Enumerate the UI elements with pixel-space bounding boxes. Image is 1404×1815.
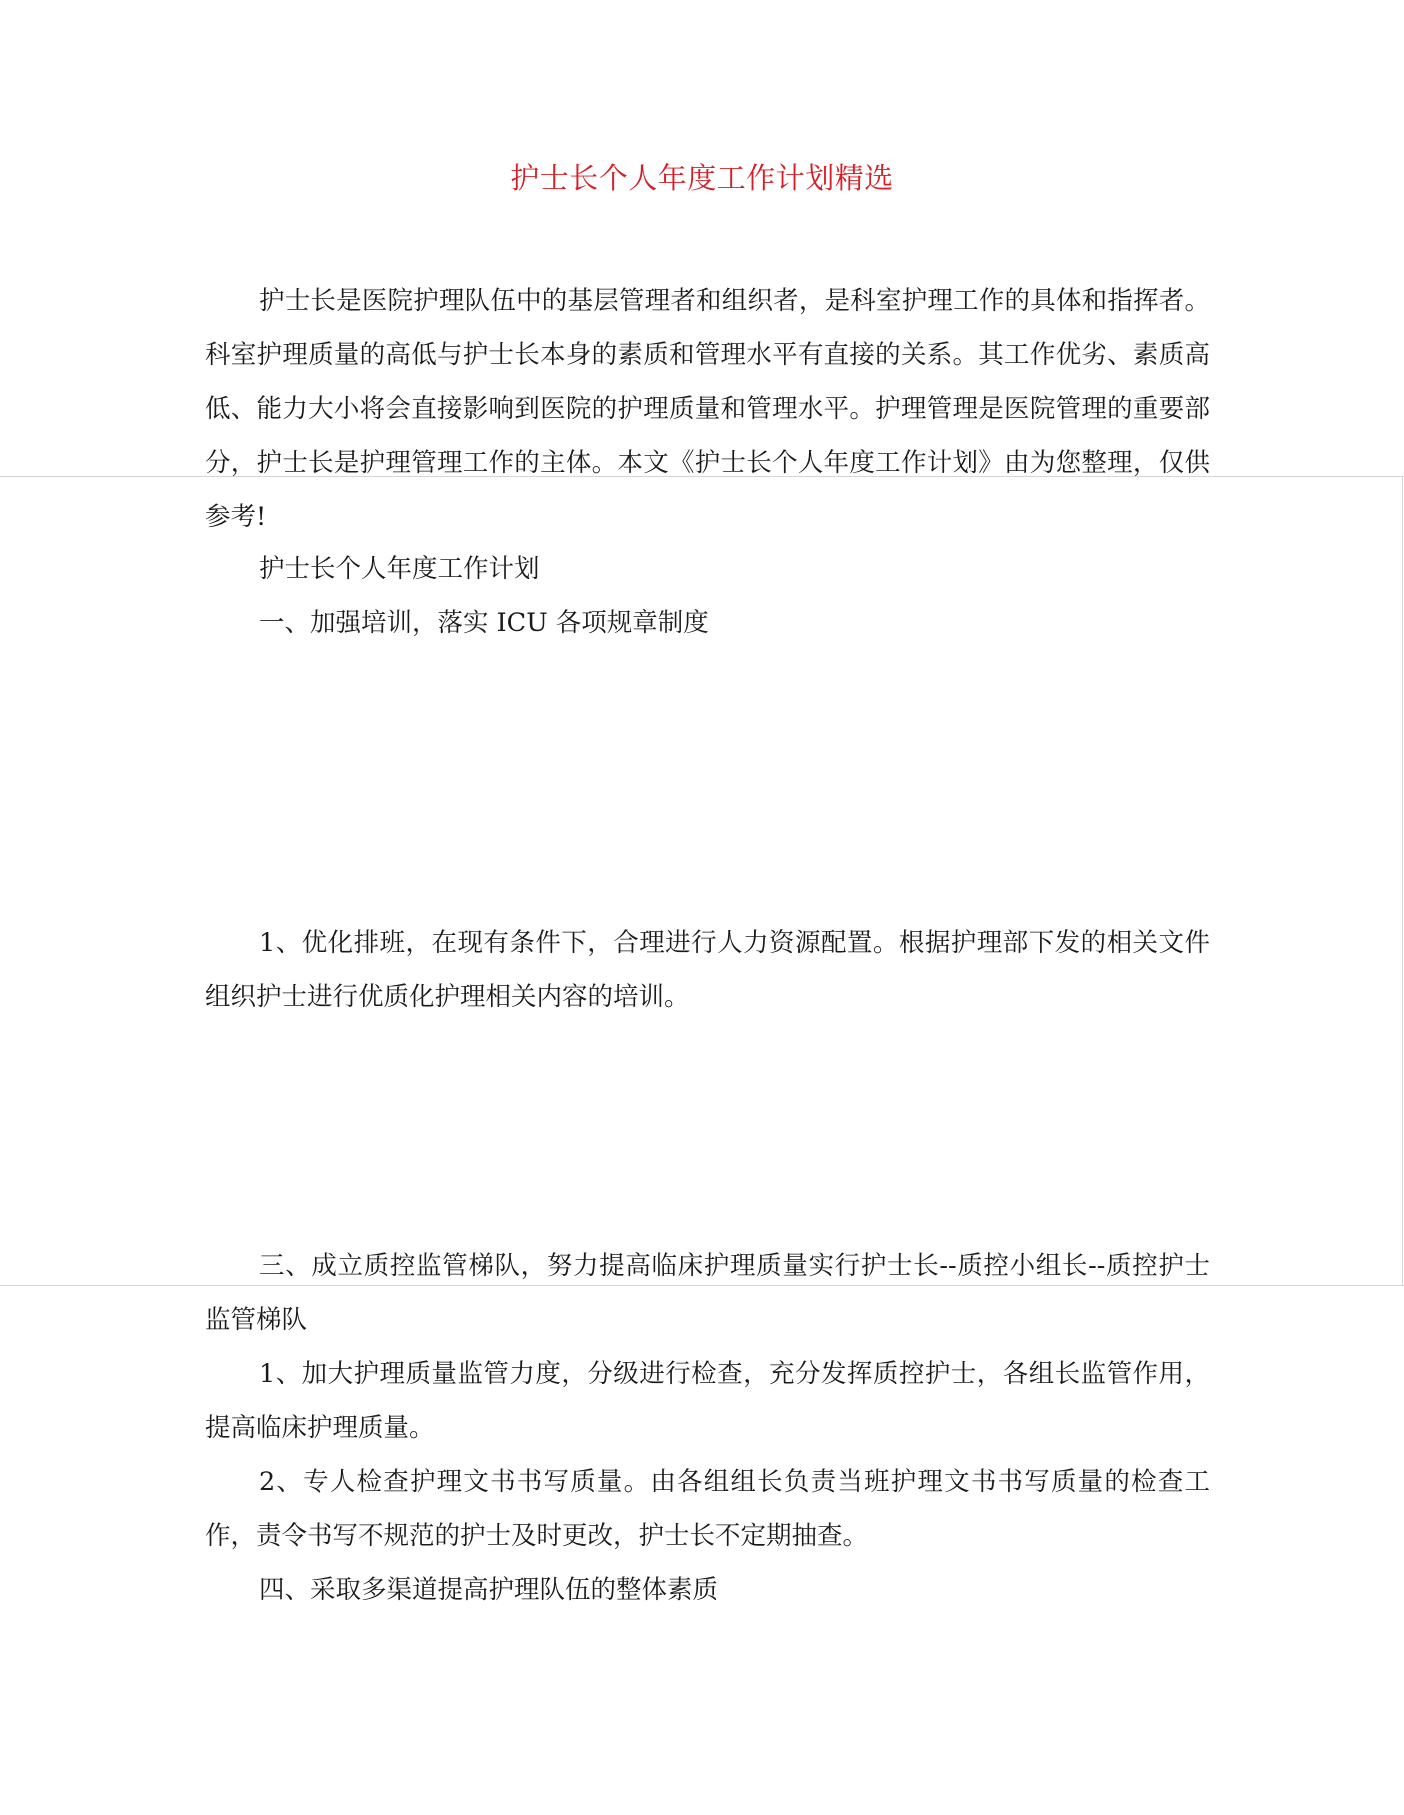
page-divider-right xyxy=(1402,476,1403,1285)
section-heading-3: 三、成立质控监管梯队，努力提高临床护理质量实行护士长--质控小组长--质控护士监管梯队 xyxy=(205,1251,1210,1335)
section-3-item-1: 1、加大护理质量监管力度，分级进行检查，充分发挥质控护士，各组长监管作用，提高临床护理质量。 xyxy=(205,1359,1210,1443)
section-3-item-2: 2、专人检查护理文书书写质量。由各组组长负责当班护理文书书写质量的检查工作，责令书写不规范的护士及时更改，护士长不定期抽查。 xyxy=(205,1467,1210,1551)
section-1-item-1: 1、优化排班，在现有条件下，合理进行人力资源配置。根据护理部下发的相关文件组织护士进行优质化护理相关内容的培训。 xyxy=(205,928,1210,1012)
section-heading-4: 四、采取多渠道提高护理队伍的整体素质 xyxy=(259,1575,719,1605)
document-title: 护士长个人年度工作计划精选 xyxy=(510,161,894,195)
section-heading-1: 一、加强培训，落实 ICU 各项规章制度 xyxy=(259,608,709,638)
intro-paragraph: 护士长是医院护理队伍中的基层管理者和组织者，是科室护理工作的具体和指挥者。科室护理质量的高低与护士长本身的素质和管理水平有直接的关系。其工作优劣、素质高低、能力大小将会直接影响到医院的护理质量和管理水平。护理管理是医院管理的重要部分，护士长是护理管理工作的主体。本文《护士长个人年度工作计划》由为您整理，仅供参考! xyxy=(205,286,1210,532)
plan-heading: 护士长个人年度工作计划 xyxy=(259,554,540,584)
